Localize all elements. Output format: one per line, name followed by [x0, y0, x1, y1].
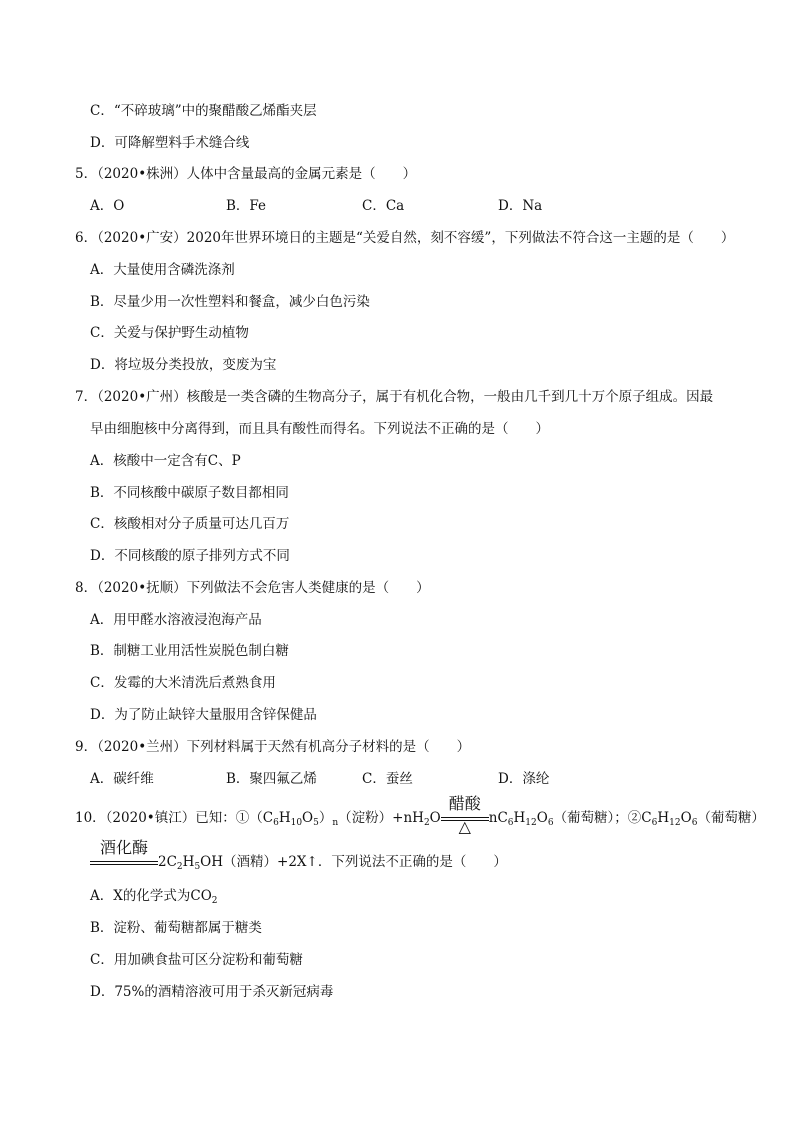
q6-option-d: D．将垃圾分类投放，变废为宝 [90, 357, 277, 373]
q9-option-c: C．蚕丝 [362, 771, 413, 787]
q10-stem-tail: ．下列说法不正确的是（ ） [317, 854, 507, 870]
q10-stem-line2: 酒化酶 $2C_2H_5OH$（酒精）+2X↑．下列说法不正确的是（ ） [90, 852, 507, 872]
q9-stem: 9．（2020•兰州）下列材料属于天然有机高分子材料的是（ ） [75, 739, 471, 755]
q5-stem: 5．（2020•株洲）人体中含量最高的金属元素是（ ） [75, 166, 417, 182]
q8-option-d: D．为了防止缺锌大量服用含锌保健品 [90, 707, 317, 723]
q10-condition-2: 酒化酶 [99, 838, 148, 857]
q6-stem: 6．（2020•广安）2020年世界环境日的主题是“关爱自然，刻不容缓”，下列做法不符合这一主题的是（ ） [75, 230, 735, 246]
q9-option-a: A．碳纤维 [90, 771, 154, 787]
q5-option-d: D．Na [498, 198, 543, 214]
q10-reaction-arrow-1 [441, 794, 489, 836]
delta-symbol: △ [458, 817, 471, 836]
q10-stem-prefix: 10．（2020•镇江）已知：①（C [75, 810, 274, 826]
q10-option-b: B．淀粉、葡萄糖都属于糖类 [90, 920, 262, 936]
q6-option-c: C．关爱与保护野生动植物 [90, 325, 249, 341]
q10-condition-1: 醋酸 [448, 794, 481, 813]
q7-stem-line2: 早由细胞核中分离得到，而且具有酸性而得名。下列说法不正确的是（ ） [90, 421, 549, 437]
q8-option-b: B．制糖工业用活性炭脱色制白糖 [90, 643, 289, 659]
q6-option-a: A．大量使用含磷洗涤剂 [90, 262, 235, 278]
q8-stem: 8．（2020•抚顺）下列做法不会危害人类健康的是（ ） [75, 580, 430, 596]
q4-option-d: D．可降解塑料手术缝合线 [90, 135, 250, 151]
q8-option-a: A．用甲醛水溶液浸泡海产品 [90, 612, 262, 628]
q7-stem-line1: 7．（2020•广州）核酸是一类含磷的生物高分子，属于有机化合物，一般由几千到几十万个原子组成。因最 [75, 389, 714, 405]
q4-option-c: C．“不碎玻璃”中的聚醋酸乙烯酯夹层 [90, 103, 317, 119]
q9-option-d: D．涤纶 [498, 771, 550, 787]
q10-stem-line1: 10．（2020•镇江）已知：$①(C_6H_{10}O_5)_n$（淀粉）$+nH_2O$ 醋酸 △ $nC_6H_{12}O_6$（葡萄糖）；$②C_6H_{12}O_6$（葡萄糖） [75, 794, 765, 836]
q6-option-b: B．尽量少用一次性塑料和餐盒，减少白色污染 [90, 294, 370, 310]
q7-option-c: C．核酸相对分子质量可达几百万 [90, 516, 290, 532]
q10-option-d: D．75%的酒精溶液可用于杀灭新冠病毒 [90, 984, 334, 1000]
q7-option-b: B．不同核酸中碳原子数目都相同 [90, 485, 289, 501]
q9-option-b: B．聚四氟乙烯 [226, 771, 317, 787]
q5-option-b: B．Fe [226, 198, 267, 214]
q5-option-a: A．O [90, 198, 125, 214]
q5-option-c: C．Ca [362, 198, 405, 214]
q8-option-c: C．发霉的大米清洗后煮熟食用 [90, 675, 276, 691]
q7-option-a: A．核酸中一定含有C、P [90, 453, 241, 469]
q10-reaction-arrow-2 [90, 838, 158, 872]
q7-option-d: D．不同核酸的原子排列方式不同 [90, 548, 290, 564]
q10-option-c: C．用加碘食盐可区分淀粉和葡萄糖 [90, 952, 303, 968]
q10-option-a: A．X的化学式为$CO_2$ [90, 888, 218, 906]
